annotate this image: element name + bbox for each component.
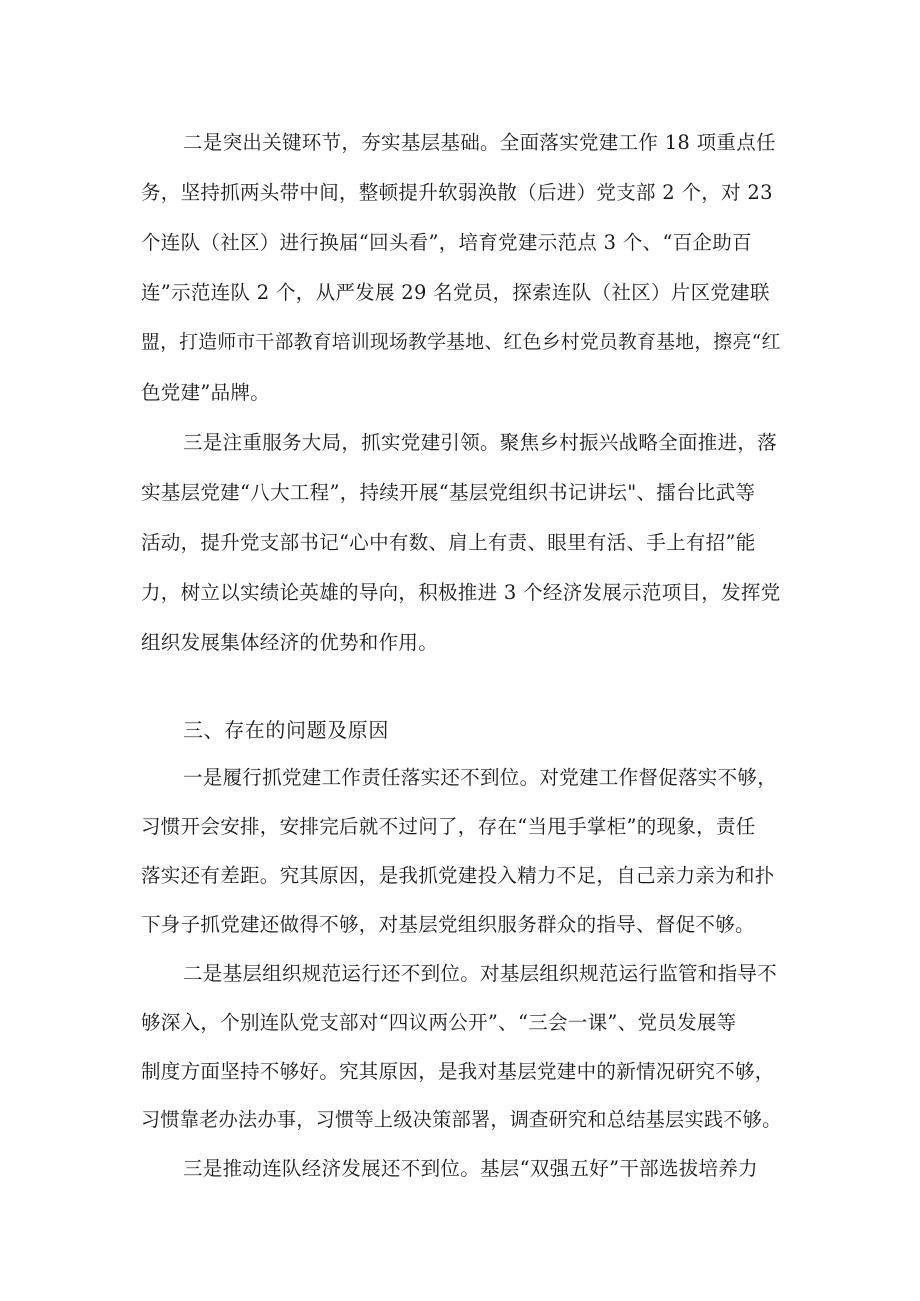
paragraph-2-line-4: 连”示范连队 2 个，从严发展 29 名党员，探索连队（社区）片区党建联 [141,281,770,304]
paragraph-2-line-5: 盟，打造师市干部教育培训现场教学基地、红色乡村党员教育基地，擦亮“红 [141,332,781,353]
paragraph-3-line-4: 力，树立以实绩论英雄的导向，积极推进 3 个经济发展示范项目，发挥党 [141,581,781,604]
problem-1-line-4: 下身子抓党建还做得不够，对基层党组织服务群众的指导、督促不够。 [141,913,755,936]
problem-2-line-2: 够深入，个别连队党支部对“四议两公开”、“三会一课”、党员发展等 [141,1011,737,1034]
paragraph-3-line-1: 三是注重服务大局，抓实党建引领。聚焦乡村振兴战略全面推进，落 [183,431,778,454]
paragraph-3-line-3: 活动，提升党支部书记“心中有数、肩上有责、眼里有活、手上有招”能 [141,531,756,554]
paragraph-3-line-5: 组织发展集体经济的优势和作用。 [141,631,439,654]
paragraph-2-line-6: 色党建”品牌。 [141,381,271,404]
problem-1-line-1: 一是履行抓党建工作责任落实还不到位。对党建工作督促落实不够， [183,766,778,789]
paragraph-2-line-2: 务，坚持抓两头带中间，整顿提升软弱涣散（后进）党支部 2 个，对 23 [141,181,773,204]
problem-2-line-1: 二是基层组织规范运行还不到位。对基层组织规范运行监管和指导不 [183,962,778,985]
paragraph-2-line-3: 个连队（社区）进行换届“回头看”，培育党建示范点 3 个、“百企助百 [141,231,752,254]
section-heading: 三、存在的问题及原因 [183,718,389,742]
problem-1-line-2: 习惯开会安排，安排完后就不过问了，存在“当甩手掌柜”的现象，责任 [141,815,756,838]
problem-2-line-4: 习惯靠老办法办事，习惯等上级决策部署，调查研究和总结基层实践不够。 [141,1108,782,1131]
problem-2-line-3: 制度方面坚持不够好。究其原因，是我对基层党建中的新情况研究不够， [141,1060,775,1083]
problem-3-line-1: 三是推动连队经济发展还不到位。基层“双强五好”干部选拔培养力 [183,1157,758,1180]
paragraph-3-line-2: 实基层党建“八大工程”，持续开展“基层党组织书记讲坛"、擂台比武等 [141,481,756,504]
problem-1-line-3: 落实还有差距。究其原因，是我抓党建投入精力不足，自己亲力亲为和扑 [141,864,775,887]
paragraph-2-line-1: 二是突出关键环节，夯实基层基础。全面落实党建工作 18 项重点任 [183,131,776,154]
